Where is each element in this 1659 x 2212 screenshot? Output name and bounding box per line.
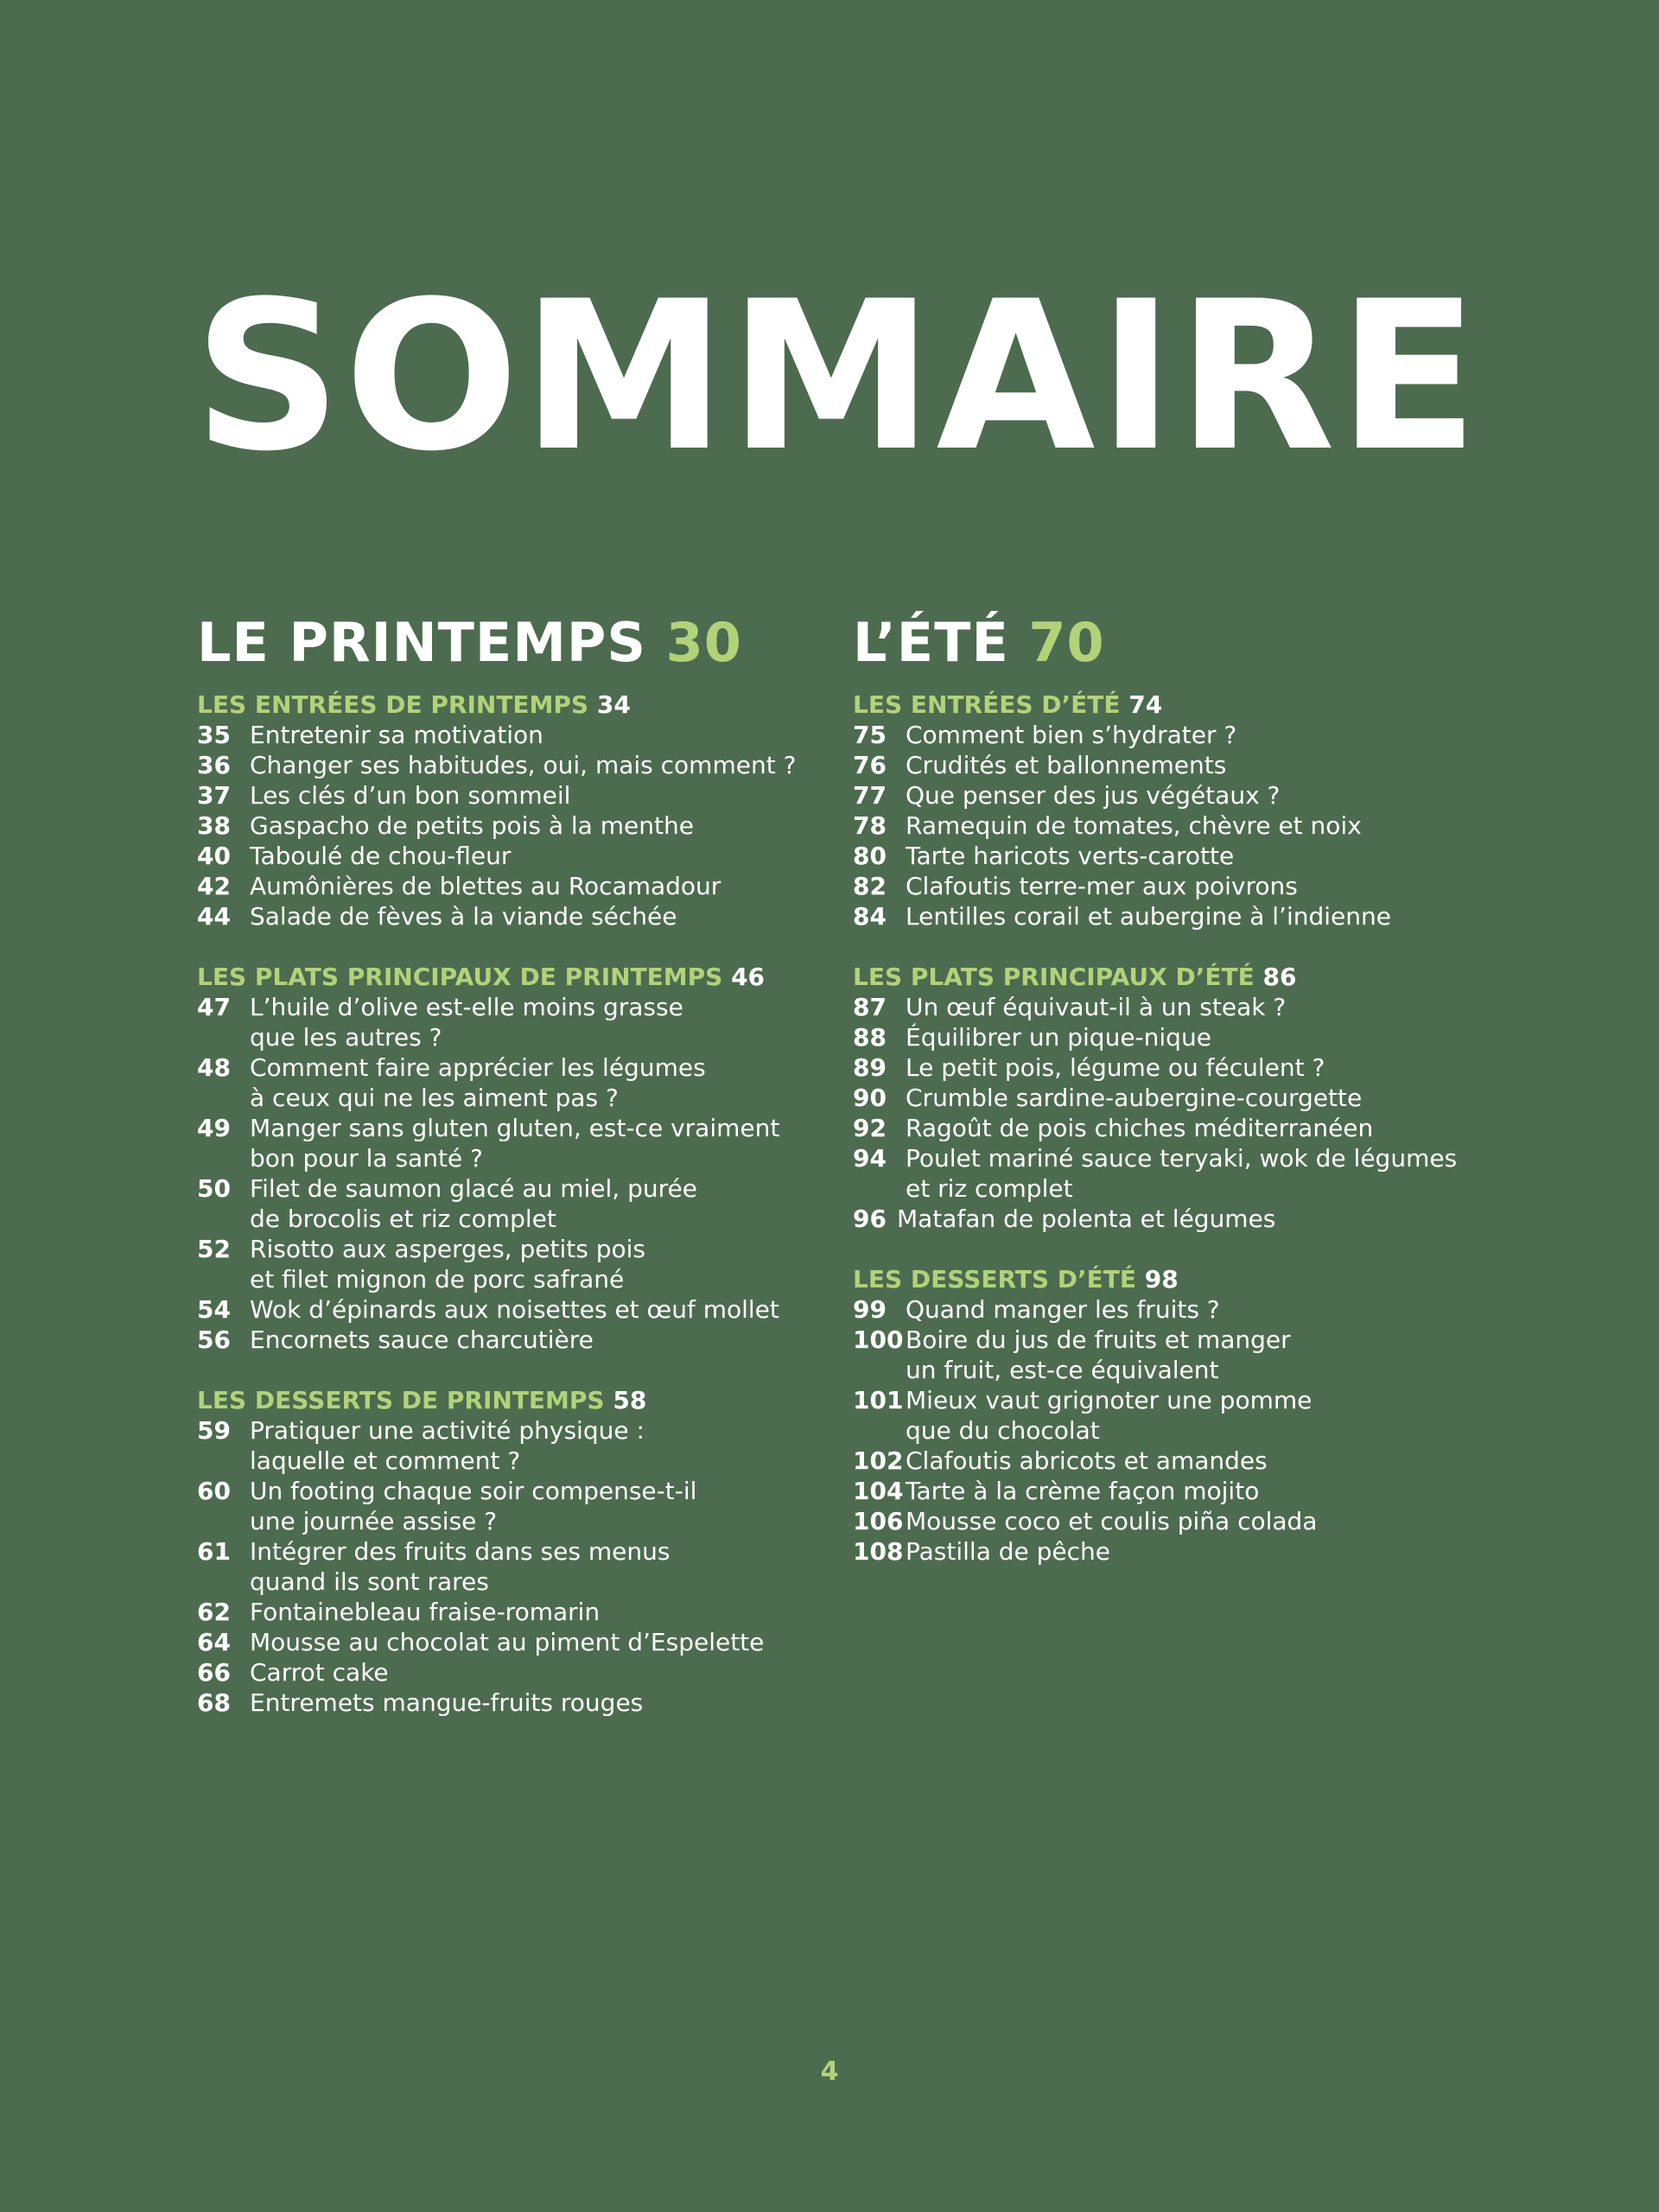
toc-section [853, 690, 1475, 931]
section-title: LES PLATS PRINCIPAUX D’ÉTÉ [853, 963, 1255, 991]
entry-title: Fontainebleau fraise-romarin [250, 1598, 601, 1626]
section-page: 34 [596, 690, 631, 719]
section-title: LES ENTRÉES DE PRINTEMPS [197, 690, 589, 719]
page-title: SOMMAIRE [194, 257, 1482, 497]
toc-entry[interactable] [853, 1536, 1475, 1567]
entry-page-number: 92 [853, 1114, 887, 1142]
toc-entry[interactable] [197, 1325, 802, 1355]
entry-title: Wok d’épinards aux noisettes et œuf mollet [250, 1295, 779, 1324]
section-page: 74 [1128, 690, 1163, 719]
entry-page-number: 56 [197, 1325, 231, 1354]
entry-title: Lentilles corail et aubergine à l’indienne [906, 902, 1391, 931]
entry-page-number: 40 [197, 842, 231, 870]
entry-title: Carrot cake [250, 1658, 389, 1687]
entry-title: Pastilla de pêche [906, 1537, 1111, 1566]
entry-page-number: 89 [853, 1053, 887, 1082]
entry-page-number: 102 [853, 1446, 904, 1475]
section-heading [853, 1264, 1475, 1294]
toc-entry[interactable] [197, 1294, 802, 1325]
season-heading [853, 612, 1475, 674]
entry-title: Mieux vaut grignoter une pomme que du chocolat [906, 1386, 1313, 1445]
toc-entry[interactable] [197, 720, 802, 750]
toc-entry[interactable] [197, 1113, 802, 1173]
toc-entry[interactable] [197, 1415, 802, 1476]
toc-entry[interactable] [197, 871, 802, 901]
page-number: 4 [820, 2056, 839, 2087]
entry-page-number: 50 [197, 1174, 231, 1203]
entry-page-number: 49 [197, 1114, 231, 1142]
section-page: 58 [613, 1386, 647, 1414]
toc-entry[interactable] [853, 1083, 1475, 1113]
toc-entry[interactable] [197, 810, 802, 841]
toc-entry[interactable] [853, 1325, 1475, 1385]
entry-title: Les clés d’un bon sommeil [250, 781, 571, 810]
season-title: L’ÉTÉ [853, 611, 1009, 674]
entry-page-number: 47 [197, 993, 231, 1021]
toc-section [197, 1385, 802, 1718]
toc-section [853, 962, 1475, 1234]
entry-title: Entretenir sa motivation [250, 721, 543, 749]
entry-page-number: 52 [197, 1235, 231, 1263]
toc-entry[interactable] [197, 841, 802, 871]
entry-page-number: 108 [853, 1537, 904, 1566]
section-page: 86 [1262, 963, 1297, 991]
entry-title: Encornets sauce charcutière [250, 1325, 594, 1354]
entry-title: Salade de fèves à la viande séchée [250, 902, 677, 931]
entry-title: Entremets mangue-fruits rouges [250, 1688, 644, 1717]
entry-title: Risotto aux asperges, petits pois et filet mignon de porc safrané [250, 1235, 645, 1294]
entry-title: Tarte haricots verts-carotte [906, 842, 1235, 870]
toc-entry[interactable] [853, 871, 1475, 901]
toc-entry[interactable] [197, 1052, 802, 1113]
toc-entry[interactable] [197, 1173, 802, 1234]
entry-title: Aumônières de blettes au Rocamadour [250, 872, 721, 900]
entry-page-number: 44 [197, 902, 231, 931]
entry-title: Équilibrer un pique-nique [906, 1023, 1211, 1052]
toc-entry[interactable] [853, 780, 1475, 810]
spring-column [197, 612, 802, 1748]
toc-sections [853, 690, 1475, 1567]
entry-title: Matafan de polenta et légumes [896, 1205, 1276, 1233]
section-heading [197, 690, 802, 720]
entry-title: Changer ses habitudes, oui, mais comment ? [250, 751, 797, 779]
toc-entry[interactable] [853, 1294, 1475, 1325]
entry-title: Manger sans gluten gluten, est-ce vraiment bon pour la santé ? [250, 1114, 780, 1173]
entry-title: Poulet mariné sauce teryaki, wok de légumes et riz complet [906, 1144, 1458, 1203]
toc-entry[interactable] [197, 1234, 802, 1294]
entry-page-number: 37 [197, 781, 231, 810]
season-page: 70 [1028, 611, 1105, 674]
season-title: LE PRINTEMPS [197, 611, 647, 674]
entry-title: Comment bien s’hydrater ? [906, 721, 1237, 749]
entry-page-number: 94 [853, 1144, 887, 1173]
toc-entry[interactable] [853, 992, 1475, 1022]
toc-entry[interactable] [853, 720, 1475, 750]
toc-entry[interactable] [853, 1506, 1475, 1536]
entry-title: Que penser des jus végétaux ? [906, 781, 1281, 810]
entry-page-number: 101 [853, 1386, 904, 1414]
section-title: LES PLATS PRINCIPAUX DE PRINTEMPS [197, 963, 723, 991]
entry-page-number: 100 [853, 1325, 904, 1354]
toc-sections [197, 690, 802, 1718]
toc-entry[interactable] [853, 1476, 1475, 1506]
toc-entry[interactable] [853, 1446, 1475, 1476]
entry-title: Taboulé de chou-fleur [250, 842, 512, 870]
entry-page-number: 68 [197, 1688, 231, 1717]
entry-page-number: 87 [853, 993, 887, 1021]
entry-page-number: 90 [853, 1084, 887, 1112]
entry-page-number: 60 [197, 1477, 231, 1505]
toc-entry[interactable] [853, 750, 1475, 780]
entry-title: Pratiquer une activité physique : laquelle et comment ? [250, 1416, 645, 1475]
toc-entry[interactable] [853, 1022, 1475, 1052]
section-title: LES DESSERTS D’ÉTÉ [853, 1265, 1137, 1294]
season-heading [197, 612, 802, 674]
entry-title: Un footing chaque soir compense-t-il une journée assise ? [250, 1477, 697, 1535]
entry-title: L’huile d’olive est-elle moins grasse que les autres ? [250, 993, 683, 1052]
entry-page-number: 78 [853, 811, 887, 840]
toc-section [853, 1264, 1475, 1567]
entry-page-number: 96 [853, 1205, 887, 1233]
toc-entry[interactable] [853, 1385, 1475, 1446]
toc-entry[interactable] [197, 1476, 802, 1536]
entry-page-number: 36 [197, 751, 231, 779]
section-page: 46 [731, 963, 766, 991]
entry-title: Filet de saumon glacé au miel, purée de brocolis et riz complet [250, 1174, 697, 1233]
section-page: 98 [1144, 1265, 1179, 1294]
entry-title: Clafoutis terre-mer aux poivrons [906, 872, 1298, 900]
entry-page-number: 99 [853, 1295, 887, 1324]
entry-title: Un œuf équivaut-il à un steak ? [906, 993, 1287, 1021]
section-heading [197, 1385, 802, 1415]
toc-entry[interactable] [197, 1657, 802, 1688]
toc-entry[interactable] [853, 1204, 1475, 1234]
toc-entry[interactable] [197, 780, 802, 810]
entry-page-number: 64 [197, 1628, 231, 1656]
entry-page-number: 61 [197, 1537, 231, 1566]
entry-title: Crumble sardine-aubergine-courgette [906, 1084, 1363, 1112]
toc-entry[interactable] [853, 841, 1475, 871]
section-heading [853, 962, 1475, 992]
entry-page-number: 88 [853, 1023, 887, 1052]
summer-column [853, 612, 1475, 1597]
entry-page-number: 84 [853, 902, 887, 931]
entry-page-number: 62 [197, 1598, 231, 1626]
entry-title: Intégrer des fruits dans ses menus quand ils sont rares [250, 1537, 671, 1596]
toc-entry[interactable] [853, 1113, 1475, 1143]
toc-entry[interactable] [197, 1627, 802, 1657]
entry-page-number: 106 [853, 1507, 904, 1535]
entry-page-number: 59 [197, 1416, 231, 1445]
entry-title: Crudités et ballonnements [906, 751, 1227, 779]
entry-title: Ragoût de pois chiches méditerranéen [906, 1114, 1374, 1142]
entry-page-number: 38 [197, 811, 231, 840]
toc-section [197, 962, 802, 1355]
entry-page-number: 77 [853, 781, 887, 810]
section-heading [197, 962, 802, 992]
entry-title: Mousse coco et coulis piña colada [906, 1507, 1318, 1535]
section-title: LES DESSERTS DE PRINTEMPS [197, 1386, 605, 1414]
toc-section [197, 690, 802, 931]
toc-entry[interactable] [853, 1143, 1475, 1204]
entry-page-number: 54 [197, 1295, 231, 1324]
entry-page-number: 42 [197, 872, 231, 900]
entry-page-number: 75 [853, 721, 887, 749]
entry-page-number: 80 [853, 842, 887, 870]
toc-entry[interactable] [197, 1597, 802, 1627]
section-heading [853, 690, 1475, 720]
toc-entry[interactable] [197, 1688, 802, 1718]
entry-title: Le petit pois, légume ou féculent ? [906, 1053, 1325, 1082]
toc-entry[interactable] [853, 810, 1475, 841]
toc-entry[interactable] [197, 750, 802, 780]
entry-title: Tarte à la crème façon mojito [906, 1477, 1260, 1505]
toc-entry[interactable] [197, 992, 802, 1052]
season-page: 30 [665, 611, 742, 674]
entry-page-number: 104 [853, 1477, 904, 1505]
entry-page-number: 35 [197, 721, 231, 749]
entry-page-number: 82 [853, 872, 887, 900]
entry-page-number: 48 [197, 1053, 231, 1082]
entry-title: Ramequin de tomates, chèvre et noix [906, 811, 1362, 840]
toc-entry[interactable] [197, 901, 802, 931]
section-title: LES ENTRÉES D’ÉTÉ [853, 690, 1121, 719]
toc-entry[interactable] [853, 901, 1475, 931]
entry-title: Boire du jus de fruits et manger un fruit, est-ce équivalent [906, 1325, 1291, 1384]
entry-title: Gaspacho de petits pois à la menthe [250, 811, 694, 840]
entry-title: Comment faire apprécier les légumes à ceux qui ne les aiment pas ? [250, 1053, 706, 1112]
toc-entry[interactable] [853, 1052, 1475, 1083]
entry-title: Mousse au chocolat au piment d’Espelette [250, 1628, 765, 1656]
entry-title: Quand manger les fruits ? [906, 1295, 1220, 1324]
entry-page-number: 66 [197, 1658, 231, 1687]
toc-entry[interactable] [197, 1536, 802, 1597]
entry-page-number: 76 [853, 751, 887, 779]
entry-title: Clafoutis abricots et amandes [906, 1446, 1268, 1475]
